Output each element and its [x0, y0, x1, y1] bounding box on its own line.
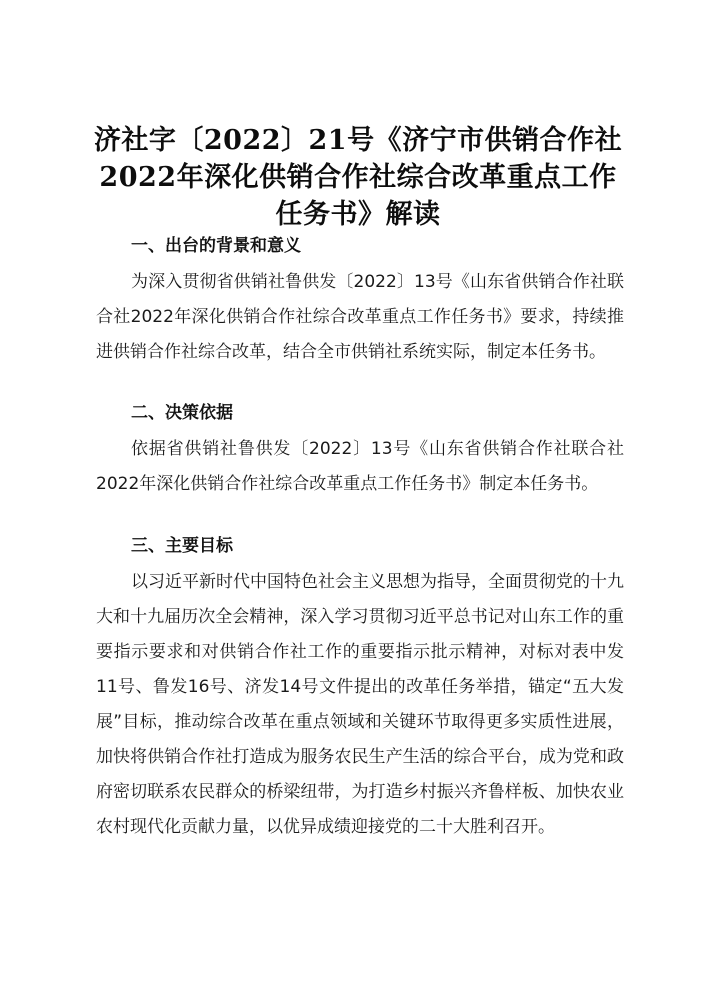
- section-heading: 一、出台的背景和意义: [131, 236, 301, 256]
- document-title: 济社字〔2022〕21号《济宁市供销合作社 2022年深化供销合作社综合改革重点工作任务书》解读: [93, 125, 623, 230]
- section-paragraph: 以习近平新时代中国特色社会主义思想为指导，全面贯彻党的十九大和十九届历次全会精神，深入学习贯彻习近平总书记对山东工作的重要指示要求和对供销合作社工作的重要指示批示精神，对标对表中发11号、鲁发16号、济发14号文件提出的改革任务举措，锚定“五大发展”目标，推动综合改革在重点领域和关键环节取得更多实质性进展，加快将供销合作社打造成为服务农民生产生活的综合平台，成为党和政府密切联系农民群众的桥梁纽带，为打造乡村振兴齐鲁样板、加快农业农村现代化贡献力量，以优异成绩迎接党的二十大胜利召开。: [96, 572, 624, 837]
- section-heading: 三、主要目标: [131, 536, 233, 556]
- section-paragraph: 为深入贯彻省供销社鲁供发〔2022〕13号《山东省供销合作社联合社2022年深化供销合作社综合改革重点工作任务书》要求，持续推进供销合作社综合改革，结合全市供销社系统实际，制定本任务书。: [96, 272, 624, 362]
- section-paragraph: 依据省供销社鲁供发〔2022〕13号《山东省供销合作社联合社2022年深化供销合作社综合改革重点工作任务书》制定本任务书。: [96, 439, 624, 494]
- section-heading: 二、决策依据: [131, 403, 233, 423]
- section-background: [96, 234, 624, 370]
- section-goals: [96, 534, 624, 845]
- section-basis: [96, 401, 624, 502]
